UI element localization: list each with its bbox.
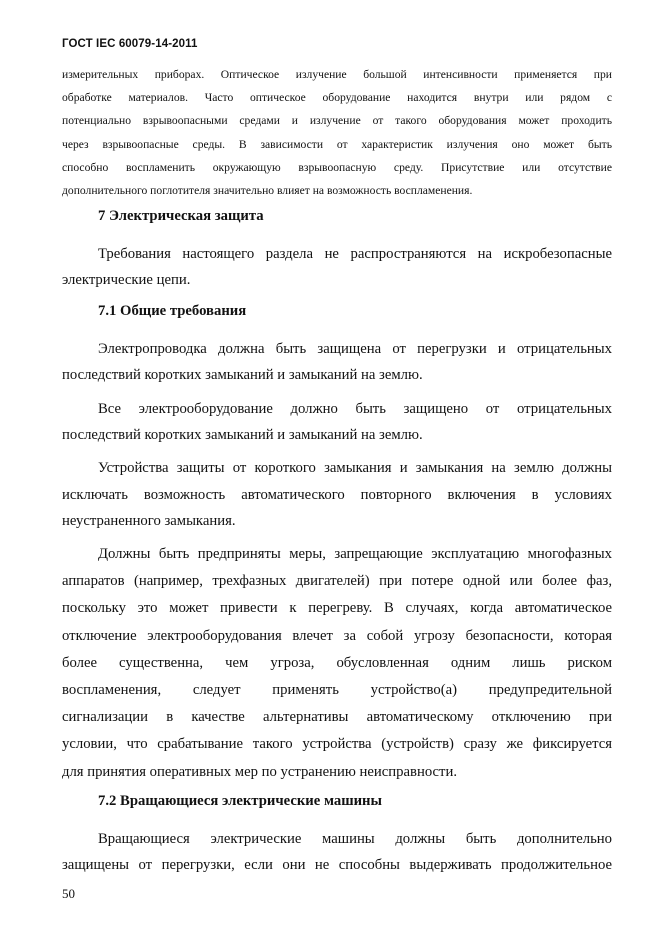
document-header: ГОСТ IEC 60079-14-2011 [62, 38, 198, 50]
section-7-1-paragraph-4 [62, 541, 612, 786]
text-line: обработке материалов. Часто оптическое оборудование находится внутри или рядом с [62, 91, 612, 105]
text-line: Электропроводка должна быть защищена от перегрузки и отрицательных [98, 341, 612, 357]
intro-paragraph [62, 63, 612, 202]
text-line: исключать возможность автоматического повторного включения в условиях [62, 486, 612, 503]
text-line: Требования настоящего раздела не распространяются на искробезопасные [98, 246, 612, 262]
section-heading-7: 7 Электрическая защита [98, 208, 264, 224]
text-line: измерительных приборах. Оптическое излучение большой интенсивности применяется при [62, 68, 612, 81]
section-7-paragraph [62, 241, 612, 293]
page-number: 50 [62, 886, 75, 901]
text-line: Все электрооборудование должно быть защищено от отрицательных [98, 401, 612, 417]
text-line: последствий коротких замыканий и замыканий на землю. [62, 367, 423, 383]
section-7-1-paragraph-2 [62, 396, 612, 448]
text-line: электрические цепи. [62, 272, 191, 288]
text-line: более существенна, чем угроза, обусловленная одним лишь риском [62, 654, 612, 671]
text-line: дополнительного поглотителя значительно влияет на возможность воспламенения. [62, 184, 473, 198]
section-heading-7-2: 7.2 Вращающиеся электрические машины [98, 793, 382, 809]
text-line: неустраненного замыкания. [62, 513, 236, 529]
text-line: Вращающиеся электрические машины должны быть дополнительно [98, 831, 612, 847]
text-line: защищены от перегрузки, если они не способны выдерживать продолжительное [62, 857, 612, 873]
section-7-1-paragraph-3 [62, 455, 612, 535]
text-line: поскольку это может привести к перегреву. В случаях, когда автоматическое [62, 600, 612, 617]
text-line: через взрывоопасные среды. В зависимости от характеристик излучения оно может быть [62, 137, 612, 151]
text-line: Устройства защиты от короткого замыкания и замыкания на землю должны [98, 460, 612, 476]
text-line: Должны быть предприняты меры, запрещающие эксплуатацию многофазных [98, 546, 612, 562]
text-line: сигнализации в качестве альтернативы автоматическому отключению при [62, 709, 612, 726]
text-line: последствий коротких замыканий и замыканий на землю. [62, 427, 423, 443]
text-line: потенциально взрывоопасными средами и излучение от такого оборудования может проходить [62, 114, 612, 128]
text-line: аппаратов (например, трехфазных двигателей) при потере одной или более фаз, [62, 573, 612, 590]
section-heading-7-1: 7.1 Общие требования [98, 303, 247, 319]
text-line: для принятия оперативных мер по устранению неисправности. [62, 763, 458, 780]
section-7-2-paragraph [62, 826, 612, 878]
text-line: воспламенения, следует применять устройство(а) предупредительной [62, 682, 612, 699]
text-line: способно воспламенить окружающую взрывоопасную среду. Присутствие или отсутствие [62, 160, 612, 174]
text-line: отключение электрооборудования влечет за собой угрозу безопасности, которая [62, 627, 612, 644]
text-line: условии, что срабатывание такого устройства (устройств) сразу же фиксируется [62, 736, 612, 753]
section-7-1-paragraph-1 [62, 336, 612, 388]
